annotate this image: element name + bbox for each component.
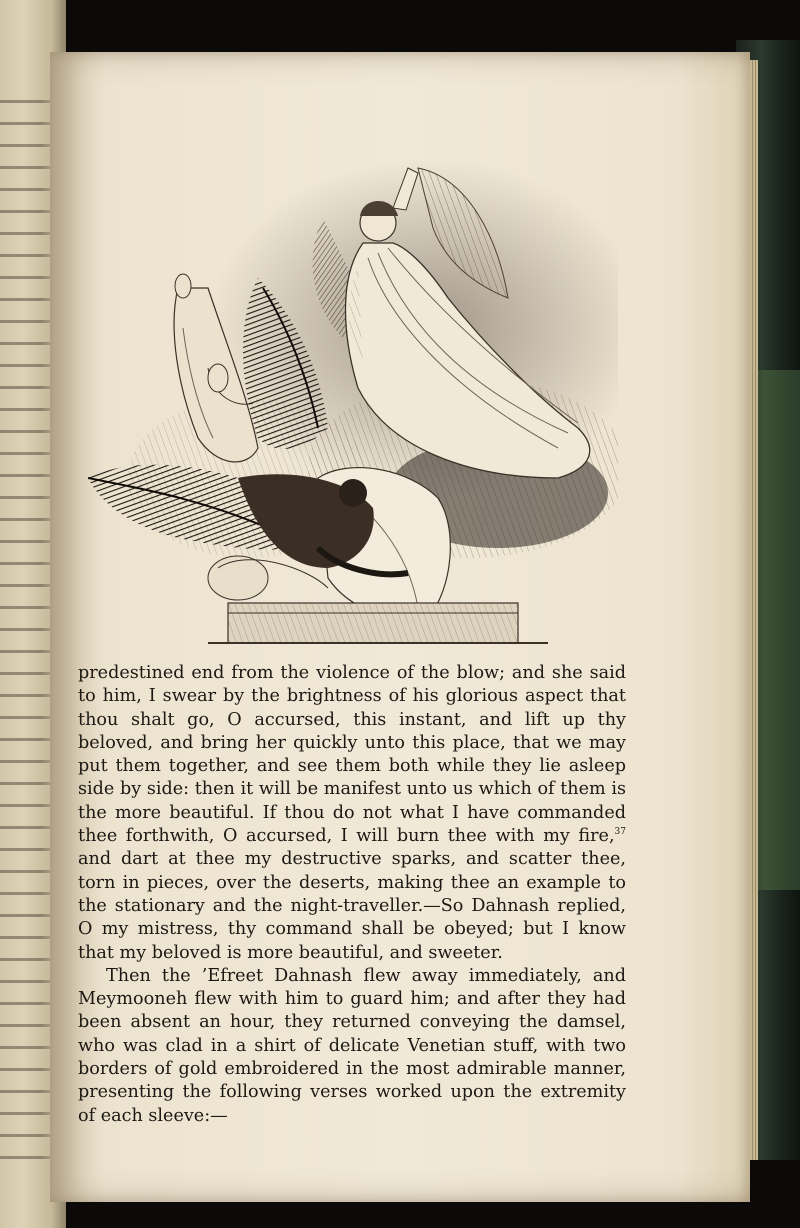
engraving-illustration xyxy=(88,148,618,653)
paragraph-2: Then the ’Efreet Dahnash flew away immediately, and Meymooneh flew with him to guard him; and after they had been absent an hour, they returned conveying the damsel, who was clad in a shirt of delicate Venetian stuff, with two borders of gold embroidered in the most admirable manner, presenting the following verses worked upon the extremity of each sleeve:— xyxy=(78,965,626,1126)
footnote-ref: 37 xyxy=(614,827,626,838)
couch xyxy=(208,603,548,643)
paragraph-1-text: predestined end from the violence of the blow; and she said to him, I swear by the brightness of his glorious aspect that thou shalt go, O accursed, this instant, and lift up thy beloved, and bring her quickly unto this place, that we may put them together, and see them both while they lie asleep side by side: then it will be manifest unto us which of them is the more beautiful. If thou do not what I have commanded thee forthwith, O accursed, I will burn thee with my fire, xyxy=(78,663,626,847)
paragraph-1-text-cont: and dart at thee my destructive sparks, and scatter thee, torn in pieces, over the deserts, making thee an example to the stationary and the night-traveller.—So Dahnash replied, O my mistress, thy command shall be obeyed; but I know that my beloved is more beautiful, and sweeter. xyxy=(78,849,626,963)
body-text xyxy=(78,662,626,1128)
paragraph-1 xyxy=(78,662,626,965)
